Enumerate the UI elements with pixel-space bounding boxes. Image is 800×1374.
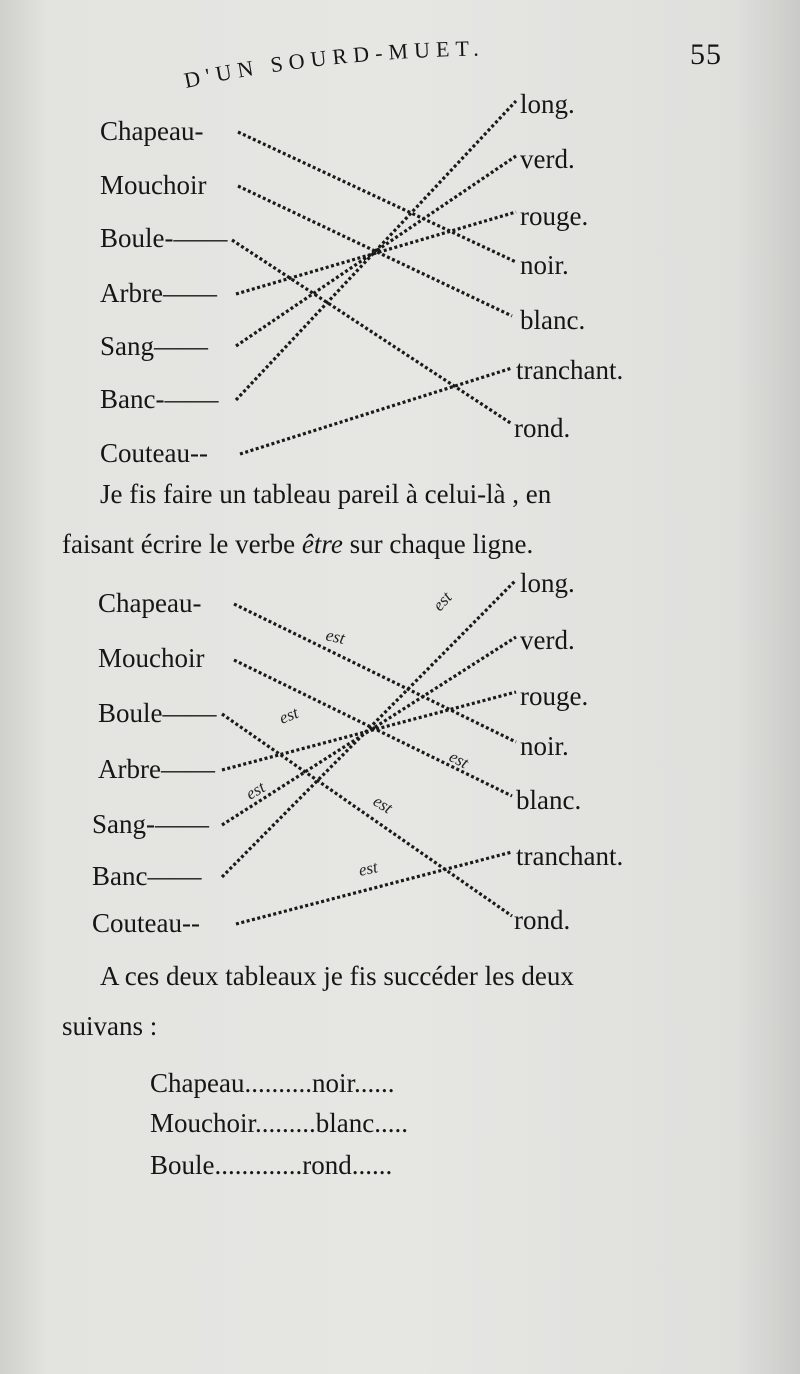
list-item: Boule.............rond...... <box>150 1150 393 1180</box>
connector-line <box>234 660 512 796</box>
connector-line <box>222 692 516 770</box>
est-label: est <box>428 587 456 615</box>
d1-left-word: Boule-—— <box>100 223 228 253</box>
d1-right-word: blanc. <box>520 305 586 335</box>
d1-left-word: Chapeau- <box>100 116 204 146</box>
d2-right-word: noir. <box>520 731 569 761</box>
paragraph-2-line-2: suivans : <box>62 1011 158 1041</box>
list-item: Mouchoir.........blanc..... <box>150 1108 408 1138</box>
connector-line <box>234 604 516 742</box>
d1-right-word: rouge. <box>520 201 589 231</box>
d1-right-word: noir. <box>520 250 569 280</box>
est-label: est <box>324 625 347 648</box>
d2-right-word: long. <box>520 568 575 598</box>
connector-line <box>222 580 516 877</box>
d2-left-word: Arbre—— <box>98 754 215 784</box>
page-number: 55 <box>690 38 722 71</box>
est-label: est <box>356 857 380 880</box>
connector-line <box>222 714 512 916</box>
est-label: est <box>276 703 302 728</box>
d2-right-word: rond. <box>514 905 571 935</box>
d2-right-word: rouge. <box>520 681 589 711</box>
d2-right-word: tranchant. <box>516 841 624 871</box>
running-title-text: D'UN SOURD-MUET. <box>181 36 486 93</box>
list-item: Chapeau..........noir...... <box>150 1068 395 1098</box>
paragraph-1-line-2-start: faisant écrire le verbe <box>62 529 302 559</box>
verb-etre: être <box>301 529 343 559</box>
est-label: est <box>242 777 269 804</box>
d2-left-word: Couteau-- <box>92 908 200 938</box>
connector-line <box>240 368 512 454</box>
d1-left-word: Banc-—— <box>100 384 219 414</box>
connector-line <box>232 240 512 424</box>
connector-line <box>236 212 516 294</box>
connector-line <box>222 637 516 825</box>
paragraph-2-line-1: A ces deux tableaux je fis succéder les deux <box>100 961 574 991</box>
d1-left-word: Arbre—— <box>100 278 217 308</box>
d1-left-word: Mouchoir <box>100 170 207 200</box>
connector-line <box>238 132 516 262</box>
connector-line <box>236 101 516 400</box>
d1-right-word: long. <box>520 89 575 119</box>
d2-left-word: Banc—— <box>92 861 202 891</box>
est-label: est <box>446 746 472 773</box>
d2-left-word: Mouchoir <box>98 643 205 673</box>
d1-right-word: verd. <box>520 144 575 174</box>
d2-right-word: verd. <box>520 625 575 655</box>
d2-left-word: Chapeau- <box>98 588 202 618</box>
d1-right-word: tranchant. <box>516 355 624 385</box>
d2-left-word: Sang-—— <box>92 809 209 839</box>
est-label: est <box>369 791 396 818</box>
d2-left-word: Boule—— <box>98 698 217 728</box>
d1-right-word: rond. <box>514 413 571 443</box>
d1-left-word: Couteau-- <box>100 438 208 468</box>
paragraph-1-line-1: Je fis faire un tableau pareil à celui-là , en <box>100 479 552 509</box>
d2-right-word: blanc. <box>516 785 582 815</box>
d1-left-word: Sang—— <box>100 331 208 361</box>
paragraph-1-line-2-end: sur chaque ligne. <box>342 529 534 559</box>
